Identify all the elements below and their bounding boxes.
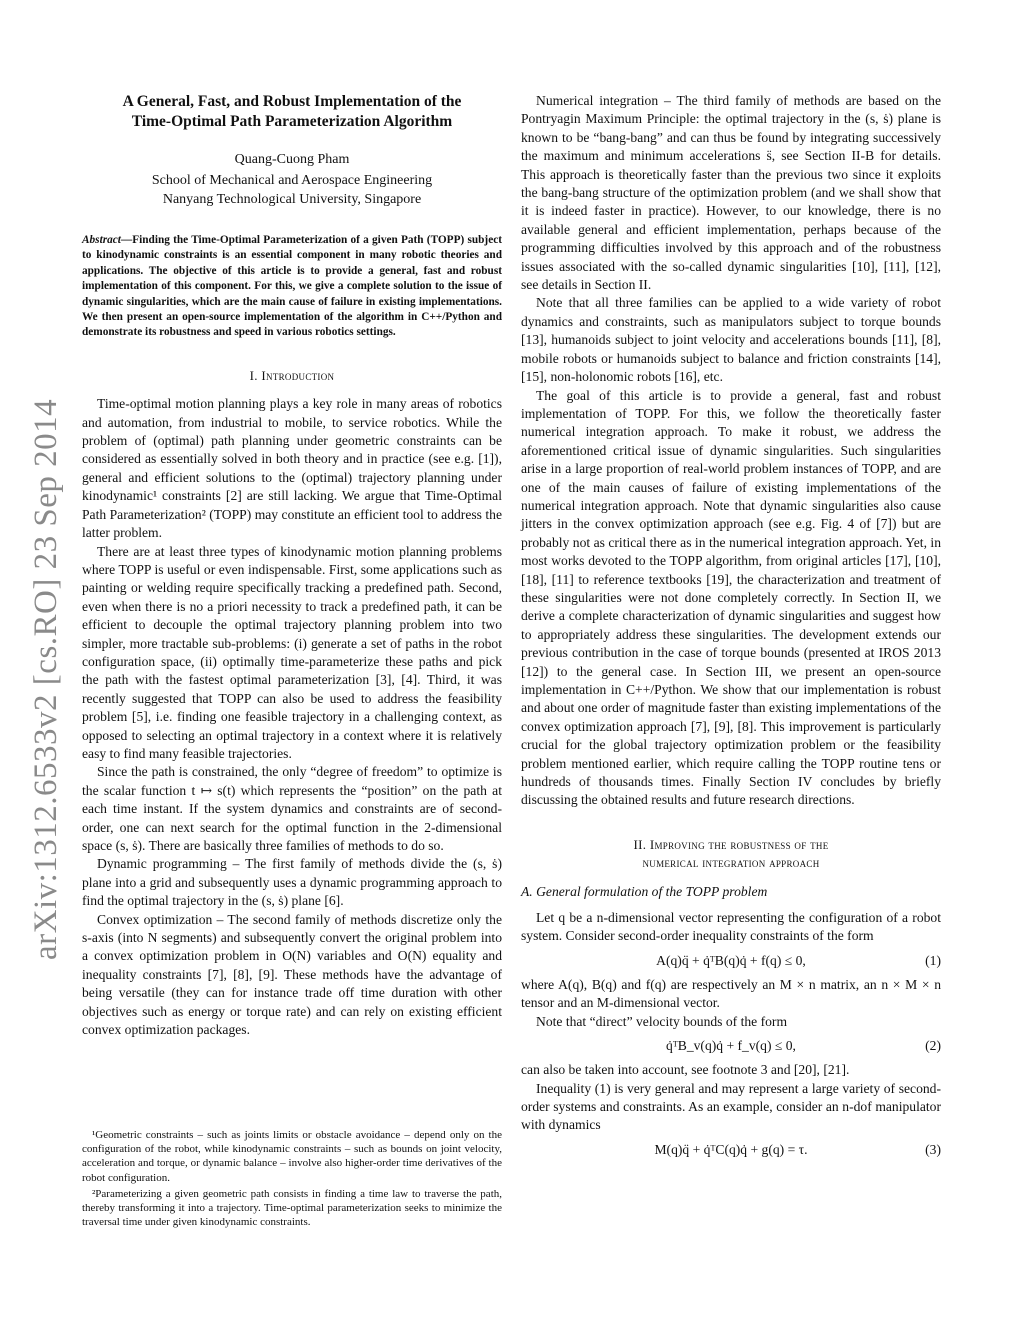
section-2-heading-line-1: II. Improving the robustness of the xyxy=(633,836,829,852)
intro-paragraph-3: Since the path is constrained, the only “degree of freedom” to optimize is the scalar function t ↦ s(t) which represents the “position” on the path at each time instant. If the system dynamics and constraints are of second-order, one can next search for the optimal function in the 2-dimensional space (s, ṡ). There are basically three families of methods to do so. xyxy=(82,764,502,853)
arxiv-stamp: arXiv:1312.6533v2 [cs.RO] 23 Sep 2014 xyxy=(28,398,64,960)
intro-paragraph-1: Time-optimal motion planning plays a key role in many areas of robotics and automation, from industrial to mobile, to service robotics. While the problem of (optimal) path planning under geometric constraints can be considered as essentially solved in both theory and in practice (see e.g. [1]), general and efficient solutions to the (optimal) trajectory planning under kinodynamic¹ constraints [2] are still lacking. We argue that Time-Optimal Path Parameterization² (TOPP) may constitute an efficient tool to address the latter problem. xyxy=(82,396,502,541)
intro-paragraph-4: Dynamic programming – The first family of methods divide the (s, ṡ) plane into a grid and subsequently uses a dynamic programming approach to find the optimal trajectory in the (s, ṡ) plane [6]. xyxy=(82,856,502,909)
formulation-paragraph-2: where A(q), B(q) and f(q) are respectively an M × n matrix, an n × M × n tensor and an M-dimensional vector. xyxy=(521,976,941,1011)
intro-paragraph-5: Convex optimization – The second family of methods discretize only the s-axis (into N segments) and subsequently convert the original problem into a convex optimization problem in O(N) variables and O(N) equality and inequality constraints [7], [8], [9]. These methods have the advantage of being versatile (they can for instance trade off time duration with other objectives such as energy or torque rate) and can rely on existing efficient convex optimization packages. xyxy=(82,911,502,1038)
intro-paragraph-8: The goal of this article is to provide a general, fast and robust implementation of TOPP. For this, we follow the theoretically faster numerical integration approach. To make it robust, we address the aforementioned critical issue of dynamic singularities. Such singularities arise in a large proportion of real-world problem instances of TOPP, and are one of the main causes of failure of existing implementations of the numerical integration approach. Note that dynamic singularities also cause jitters in the convex optimization approach (see e.g. Fig. 4 of [7]) but are probably not as critical there as in the numerical integration approach. Yet, in most works devoted to the TOPP algorithm, from original articles [17], [10], [18], [11] to reference textbooks [19], the characterization and treatment of these singularities were not done completely correctly. In Section II, we derive a complete characterization of dynamic singularities and suggest how to appropriately address these singularities. The development extends our previous contribution in the case of torque bounds (presented at IROS 2013 [12]) to the general case. In Section III, we present an open-source implementation in C++/Python. We show that our implementation is robust and about one order of magnitude faster than existing implementations of the convex optimization approach [7], [9], [8]. This improvement is particularly crucial for the global trajectory optimization problem or the feasibility problem mentioned earlier, which require calling the TOPP routine tens or hundreds of thousands times. Finally Section IV concludes by briefly discussing the obtained results and future research directions. xyxy=(521,387,941,808)
section-1-heading: I. Introduction xyxy=(249,367,335,383)
footnote-1: ¹Geometric constraints – such as joints limits or obstacle avoidance – depend only on the configuration of the robot, while kinodynamic constraints – such as bounds on joint velocity, acceleration and torque, or dynamic balance – involve also higher-order time derivatives of the robot configuration. xyxy=(82,1129,502,1184)
abstract-text: —Finding the Time-Optimal Parameterization of a given Path (TOPP) subject to kinodynamic constraints is an essential component in many robotic theories and applications. The objective of this article is to provide a general, fast and robust implementation of this component. For this, we give a complete solution to the issue of dynamic singularities, which are the main cause of failure in existing implementations. We then present an open-source implementation of the algorithm in C++/Python and demonstrate its robustness and speed in various robotics settings. xyxy=(82,234,502,339)
equation-3-number: (3) xyxy=(925,1141,941,1157)
formulation-paragraph-5: Inequality (1) is very general and may represent a large variety of second-order systems and constraints. As an example, consider an n-dof manipulator with dynamics xyxy=(521,1080,941,1133)
intro-paragraph-6: Numerical integration – The third family of methods are based on the Pontryagin Maximum Principle: the optimal trajectory in the (s, ṡ) plane is known to be “bang-bang” and can thus be found by integrating successively the maximum and minimum accelerations s̈, see Section II-B for details. This approach is theoretically faster than the previous two since it exploits the bang-bang structure of the optimization problem (and we shall show that it is indeed faster in practice). However, to our knowledge, there is no available general and efficient implementation, perhaps because of the programming difficulties involved by this approach and of the robustness issues associated with the so-called dynamic singularities [10], [11], [12], see details in Section II. xyxy=(521,93,941,293)
equation-1-body: A(q)q̈ + q̇ᵀB(q)q̇ + f(q) ≤ 0, xyxy=(656,952,806,968)
formulation-paragraph-1: Let q be a n-dimensional vector representing the configuration of a robot system. Consider second-order inequality constraints of the form xyxy=(521,910,941,944)
footnotes xyxy=(82,1128,502,1231)
section-2-heading xyxy=(521,836,941,873)
author-name: Quang-Cuong Pham xyxy=(234,152,350,167)
formulation-paragraph-4: can also be taken into account, see footnote 3 and [20], [21]. xyxy=(521,1062,850,1078)
equation-1-number: (1) xyxy=(925,952,941,968)
right-column xyxy=(521,92,941,1165)
affiliation-line-2: Nanyang Technological University, Singapore xyxy=(162,192,422,207)
equation-1 xyxy=(521,950,941,972)
equation-2 xyxy=(521,1035,941,1057)
subsection-a-heading: A. General formulation of the TOPP problem xyxy=(521,883,768,899)
section-2-heading-line-2: numerical integration approach xyxy=(642,855,820,871)
equation-3 xyxy=(521,1139,941,1161)
title-line-2: Time-Optimal Path Parameterization Algorithm xyxy=(131,113,453,130)
affiliation-line-1: School of Mechanical and Aerospace Engineering xyxy=(151,173,433,188)
abstract xyxy=(82,233,502,341)
left-column xyxy=(82,92,502,1039)
intro-paragraph-2: There are at least three types of kinodynamic motion planning problems where TOPP is useful or even indispensable. First, some applications such as painting or welding require specifically tracking a predefined path. Second, even when there is no a priori necessity to track a predefined path, it can be efficient to decouple the optimal trajectory planning problem into two simpler, more tractable sub-problems: (i) generate a set of paths in the robot configuration space, (ii) optimally time-parameterize these paths and pick the path with the fastest optimal parameterization [3], [4]. Third, it was recently suggested that TOPP can also be used to address the feasibility problem [5], i.e. finding one feasible trajectory in a challenging context, as opposed to selecting an optimal trajectory in a context where it is relatively easy to find many feasible trajectories. xyxy=(82,543,502,761)
equation-2-number: (2) xyxy=(925,1038,941,1054)
equation-2-body: q̇ᵀB_v(q)q̇ + f_v(q) ≤ 0, xyxy=(666,1038,796,1054)
abstract-label: Abstract xyxy=(82,234,121,246)
paper-title xyxy=(82,92,502,132)
footnote-2: ²Parameterizing a given geometric path consists in finding a time law to traverse the path, thereby transforming it into a trajectory. Time-optimal parameterization seeks to minimize the traversal time under given kinodynamic constraints. xyxy=(82,1187,502,1229)
title-line-1: A General, Fast, and Robust Implementation of the xyxy=(122,93,462,110)
intro-paragraph-7: Note that all three families can be applied to a wide variety of robot dynamics and constraints, such as manipulators subject to torque bounds [13], humanoids subject to joint velocity and accelerations bounds [11], [8], mobile robots or humanoids subject to balance and friction constraints [14], [15], non-holonomic robots [16], etc. xyxy=(521,295,941,385)
equation-3-body: M(q)q̈ + q̇ᵀC(q)q̇ + g(q) = τ. xyxy=(654,1141,808,1157)
formulation-paragraph-3: Note that “direct” velocity bounds of the form xyxy=(536,1013,788,1029)
